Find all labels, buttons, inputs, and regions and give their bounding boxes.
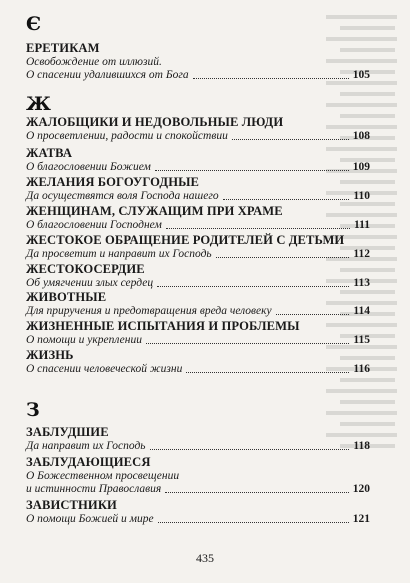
leader-dots: [232, 139, 349, 140]
entry-page-number: 121: [352, 513, 370, 525]
entry-subtitle: и истинности Православия: [26, 483, 162, 495]
leader-dots: [186, 372, 349, 373]
entry-subtitle-line: [26, 161, 370, 174]
entry-heading: ЖИЗНЬ: [26, 348, 74, 362]
entry-subtitle-line: [26, 130, 370, 143]
entry-heading: ЖИЗНЕННЫЕ ИСПЫТАНИЯ И ПРОБЛЕМЫ: [26, 319, 300, 333]
index-entry: [26, 41, 370, 82]
entry-subtitle: О помощи Божией и мире: [26, 513, 154, 525]
entry-subtitle-line: [26, 248, 370, 261]
leader-dots: [223, 199, 350, 200]
entry-subtitle-line: [26, 470, 370, 483]
leader-dots: [193, 78, 349, 79]
section-letter-zh: Ж: [26, 93, 51, 115]
entry-subtitle: Да просветит и направит их Господь: [26, 248, 212, 260]
leader-dots: [146, 343, 349, 344]
entry-subtitle-line: [26, 190, 370, 203]
entry-heading: ЖЕСТОКОЕ ОБРАЩЕНИЕ РОДИТЕЛЕЙ С ДЕТЬМИ: [26, 233, 345, 247]
entry-heading: ЗАБЛУДАЮЩИЕСЯ: [26, 455, 151, 469]
entry-page-number: 110: [353, 190, 370, 202]
entry-subtitle-line: [26, 219, 370, 232]
entry-heading: ЖЕЛАНИЯ БОГОУГОДНЫЕ: [26, 175, 200, 189]
index-entry: [26, 425, 370, 453]
entry-page-number: 118: [353, 440, 370, 452]
entry-heading: ЕРЕТИКАМ: [26, 41, 100, 55]
entry-subtitle-line: [26, 56, 370, 69]
entry-subtitle: Об умягчении злых сердец: [26, 277, 154, 289]
entry-heading: ЖАТВА: [26, 146, 73, 160]
entry-heading: ЖАЛОБЩИКИ И НЕДОВОЛЬНЫЕ ЛЮДИ: [26, 115, 284, 129]
leader-dots: [158, 522, 349, 523]
entry-subtitle: О просветлении, радости и спокойствии: [26, 130, 228, 142]
entry-page-number: 112: [353, 248, 370, 260]
entry-heading: ЗАВИСТНИКИ: [26, 498, 117, 512]
entry-page-number: 111: [354, 219, 370, 231]
entry-subtitle: Да направит их Господь: [26, 440, 146, 452]
entry-heading: ЗАБЛУДШИЕ: [26, 425, 109, 439]
index-entry: [26, 146, 370, 174]
entry-page-number: 114: [353, 305, 370, 317]
entry-subtitle-line: [26, 363, 370, 376]
entry-subtitle-line: [26, 69, 370, 82]
entry-subtitle-line: [26, 277, 370, 290]
entry-subtitle: Освобождение от иллюзий.: [26, 56, 162, 68]
index-entry: [26, 115, 370, 143]
entry-subtitle-line: [26, 483, 370, 496]
entry-page-number: 115: [353, 334, 370, 346]
index-entry: [26, 175, 370, 203]
entry-page-number: 116: [353, 363, 370, 375]
index-entry: [26, 348, 370, 376]
entry-heading: ЖЕСТОКОСЕРДИЕ: [26, 262, 145, 276]
entry-subtitle-line: [26, 513, 370, 526]
entry-page-number: 120: [352, 483, 370, 495]
leader-dots: [276, 314, 350, 315]
leader-dots: [166, 228, 350, 229]
section-letter-e: Є: [26, 13, 42, 35]
entry-subtitle: О спасении удалившихся от Бога: [26, 69, 189, 81]
index-entry: [26, 204, 370, 232]
entry-subtitle: О спасении человеческой жизни: [26, 363, 183, 375]
entry-subtitle: О благословении Божием: [26, 161, 151, 173]
leader-dots: [216, 257, 350, 258]
leader-dots: [165, 492, 349, 493]
index-entry: [26, 319, 370, 347]
index-entry: [26, 262, 370, 290]
entry-subtitle-line: [26, 440, 370, 453]
entry-subtitle: О помощи и укреплении: [26, 334, 142, 346]
entry-subtitle-line: [26, 305, 370, 318]
index-entry: [26, 290, 370, 318]
entry-subtitle: Да осуществятся воля Господа нашего: [26, 190, 219, 202]
index-entry: [26, 233, 370, 261]
leader-dots: [157, 286, 349, 287]
entry-heading: ЖЕНЩИНАМ, СЛУЖАЩИМ ПРИ ХРАМЕ: [26, 204, 283, 218]
entry-page-number: 108: [352, 130, 370, 142]
entry-heading: ЖИВОТНЫЕ: [26, 290, 107, 304]
leader-dots: [150, 449, 350, 450]
leader-dots: [155, 170, 349, 171]
entry-subtitle: Для приручения и предотвращения вреда человеку: [26, 305, 272, 317]
entry-subtitle-line: [26, 334, 370, 347]
page-number: 435: [196, 551, 214, 565]
entry-subtitle: О благословении Господнем: [26, 219, 162, 231]
index-entry: [26, 455, 370, 496]
entry-subtitle: О Божественном просвещении: [26, 470, 180, 482]
entry-page-number: 105: [352, 69, 370, 81]
section-letter-z: З: [26, 399, 40, 421]
entry-page-number: 109: [352, 161, 370, 173]
entry-page-number: 113: [353, 277, 370, 289]
index-entry: [26, 498, 370, 526]
